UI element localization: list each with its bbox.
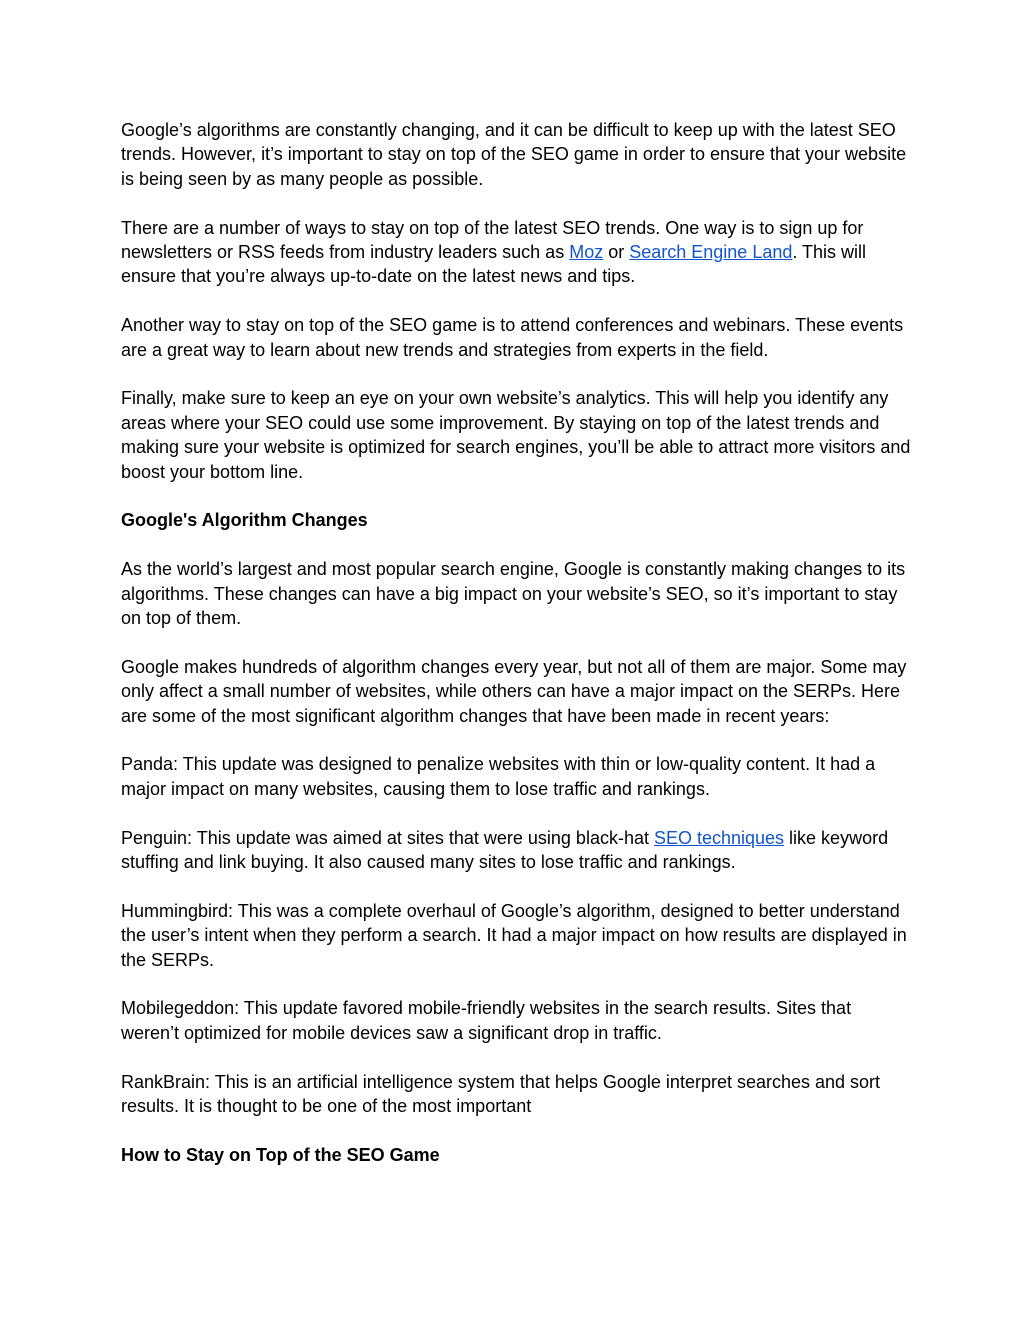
moz-link[interactable]: Moz	[569, 242, 604, 263]
heading-stay-on-top: How to Stay on Top of the SEO Game	[121, 1144, 440, 1165]
paragraph-newsletters	[121, 216, 911, 289]
paragraph-text: Penguin: This update was aimed at sites that were using black-hat	[121, 827, 654, 848]
paragraph-hummingbird: Hummingbird: This was a complete overhaul of Google’s algorithm, designed to better understand the user’s intent when they perform a search. It had a major impact on how results are displayed in the SERPs.	[121, 900, 907, 970]
paragraph-hundreds-changes: Google makes hundreds of algorithm changes every year, but not all of them are major. Some may only affect a small number of websites, while others can have a major impact on the SERPs. Here are some of the most significant algorithm changes that have been made in recent years:	[121, 656, 907, 726]
paragraph-penguin	[121, 826, 911, 875]
seo-techniques-link[interactable]: SEO techniques	[653, 827, 785, 848]
document-page	[121, 118, 911, 1192]
paragraph-mobilegeddon: Mobilegeddon: This update favored mobile-friendly websites in the search results. Sites that weren’t optimized for mobile devices saw a significant drop in traffic.	[121, 998, 852, 1043]
paragraph-text: . This will ensure that you’re always up-to-date on the latest news and tips.	[121, 242, 867, 287]
paragraph-analytics: Finally, make sure to keep an eye on your own website’s analytics. This will help you identify any areas where your SEO could use some improvement. By staying on top of the latest trends and making sure your website is optimized for search engines, you’ll be able to attract more visitors and boost your bottom line.	[121, 388, 911, 482]
paragraph-rankbrain: RankBrain: This is an artificial intelligence system that helps Google interpret searches and sort results. It is thought to be one of the most important	[121, 1071, 881, 1117]
paragraph-text: like keyword stuffing and link buying. It also caused many sites to lose traffic and rankings.	[121, 827, 889, 873]
paragraph-largest-engine: As the world’s largest and most popular search engine, Google is constantly making changes to its algorithms. These changes can have a big impact on your website’s SEO, so it’s important to stay on top of them.	[121, 559, 906, 629]
paragraph-text: There are a number of ways to stay on top of the latest SEO trends. One way is to sign up for newsletters or RSS feeds from industry leaders such as	[121, 217, 864, 263]
paragraph-intro: Google’s algorithms are constantly changing, and it can be difficult to keep up with the latest SEO trends. However, it’s important to stay on top of the SEO game in order to ensure that your website is being seen by as many people as possible.	[121, 120, 907, 189]
search-engine-land-link[interactable]: Search Engine Land	[629, 242, 793, 263]
heading-algorithm-changes: Google's Algorithm Changes	[121, 510, 368, 531]
paragraph-panda: Panda: This update was designed to penalize websites with thin or low-quality content. It had a major impact on many websites, causing them to lose traffic and rankings.	[121, 754, 876, 799]
paragraph-text: or	[603, 242, 630, 263]
paragraph-conferences: Another way to stay on top of the SEO game is to attend conferences and webinars. These events are a great way to learn about new trends and strategies from experts in the field.	[121, 315, 904, 360]
